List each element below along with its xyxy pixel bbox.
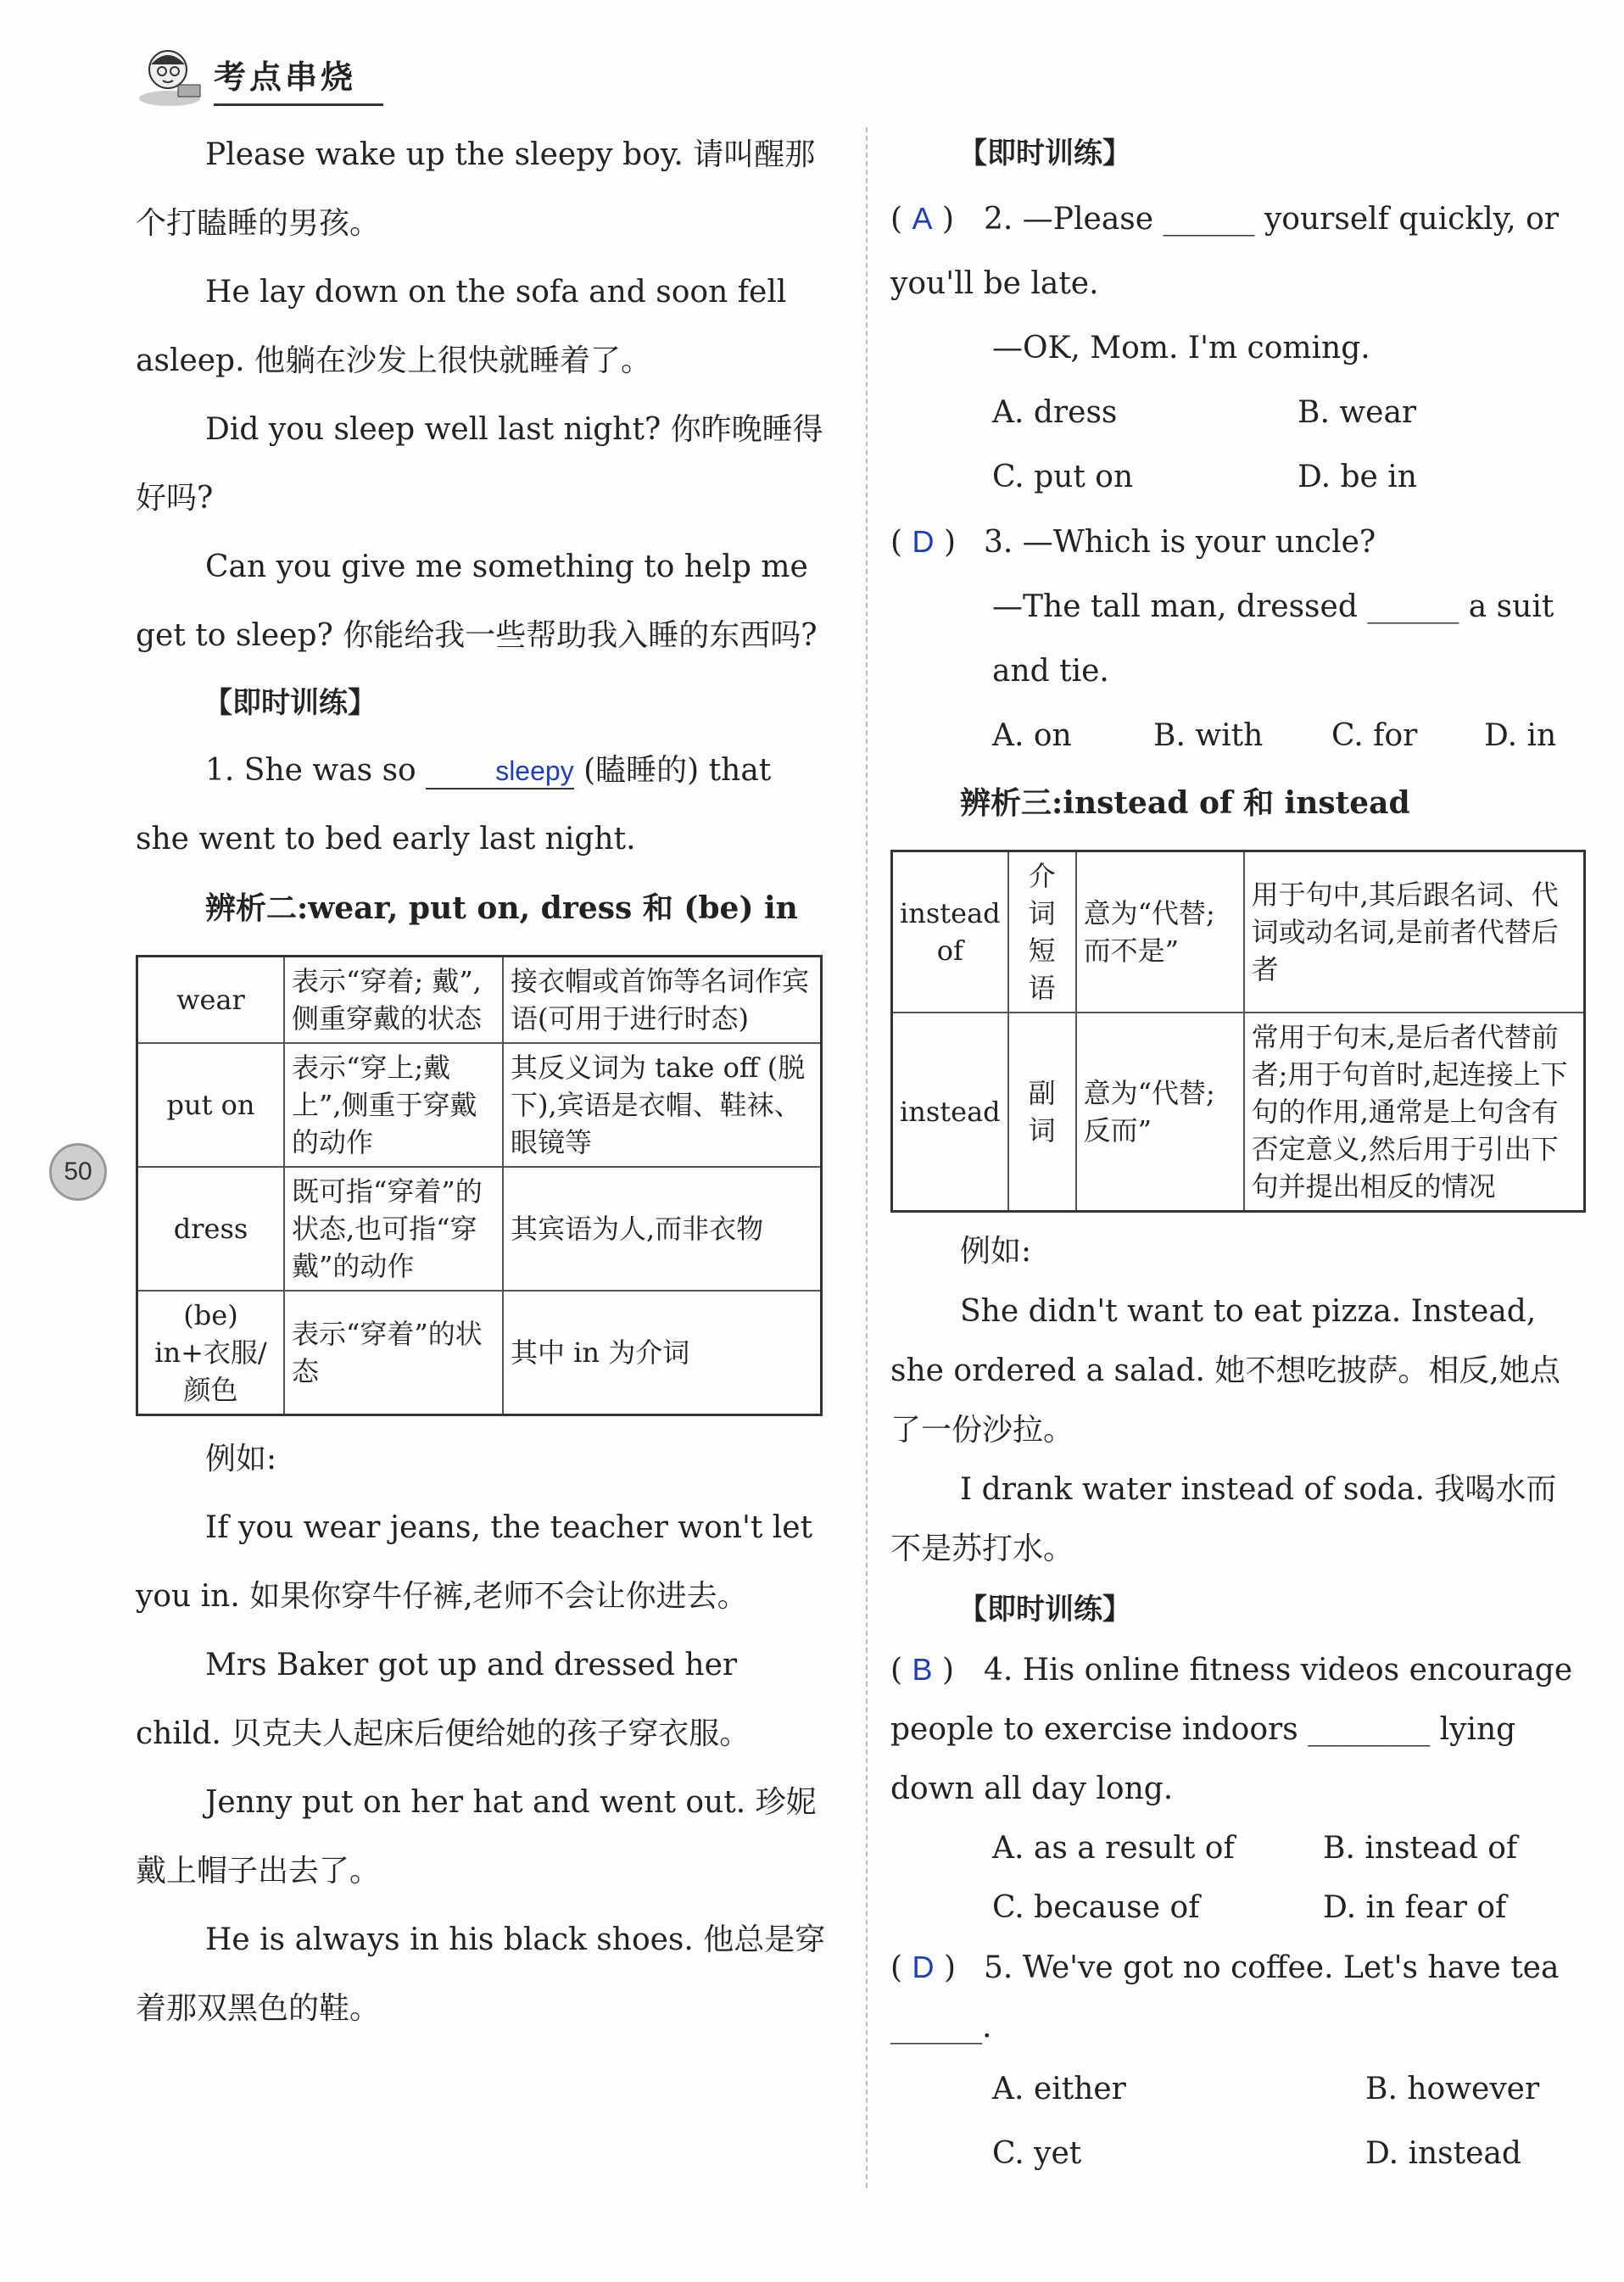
option: D. be in — [1298, 460, 1417, 494]
right-example-1: She didn't want to eat pizza. Instead, she ordered a salad. 她不想吃披萨。相反,她点了一份沙拉。 — [890, 1294, 1560, 1448]
q2-answer: A — [912, 201, 933, 236]
q5-paren: ( D ) — [890, 1950, 956, 1985]
table-row — [137, 1043, 822, 1167]
table-cell: dress — [137, 1167, 285, 1291]
q3-paren: ( D ) — [890, 524, 956, 560]
table-cell: 表示“穿着”的状态 — [284, 1291, 503, 1415]
option: C. because of — [992, 1890, 1200, 1925]
q2-paren: ( A ) — [890, 201, 955, 237]
q2-stem: 2. —Please ______ yourself quickly, or you'll be late. — [890, 202, 1559, 301]
table-cell: 既可指“穿着”的状态,也可指“穿戴”的动作 — [284, 1167, 503, 1291]
q3-answer: D — [912, 524, 935, 559]
option: A. dress — [992, 395, 1118, 430]
left-paragraph-3: Did you sleep well last night? 你昨晚睡得好吗? — [136, 412, 823, 516]
instead-comparison-table — [890, 850, 1586, 1213]
table-cell: (be) in+衣服/颜色 — [137, 1291, 285, 1415]
table-cell: 其宾语为人,而非衣物 — [503, 1167, 822, 1291]
right-example-2: I drank water instead of soda. 我喝水而不是苏打水。 — [890, 1472, 1557, 1566]
header-underline — [214, 103, 383, 106]
option: A. on — [992, 718, 1072, 753]
table-cell: wear — [137, 957, 285, 1044]
q1-answer: sleepy — [426, 754, 574, 789]
question-1 — [136, 736, 831, 873]
question-4 — [890, 1640, 1586, 1819]
option: C. put on — [992, 460, 1134, 494]
q5-options — [890, 2122, 1586, 2186]
q3-reply: —The tall man, dressed ______ a suit and tie. — [992, 589, 1554, 689]
q3-stem: 3. —Which is your uncle? — [984, 525, 1376, 560]
q5-options — [890, 2057, 1586, 2122]
option: A. as a result of — [992, 1831, 1235, 1866]
right-training-heading-2: 【即时训练】 — [958, 1593, 1131, 1626]
question-5 — [890, 1938, 1586, 2057]
q4-options — [890, 1878, 1586, 1938]
header-title: 考点串烧 — [214, 59, 357, 96]
q1-suffix: (瞌睡的) that she went to bed early last night. — [136, 753, 772, 856]
option: A. either — [992, 2072, 1126, 2106]
q4-options — [890, 1819, 1586, 1878]
question-2 — [890, 187, 1586, 316]
right-training-heading: 【即时训练】 — [958, 137, 1131, 170]
table-row — [137, 1167, 822, 1291]
table-cell: 接衣帽或首饰等名词作宾语(可用于进行时态) — [503, 957, 822, 1044]
table-cell: instead of — [892, 851, 1008, 1013]
wear-comparison-table — [136, 955, 823, 1416]
table-cell: 表示“穿着; 戴”,侧重穿戴的状态 — [284, 957, 503, 1044]
left-column — [136, 120, 831, 2043]
page-header — [136, 41, 390, 117]
q2-options — [890, 381, 1586, 445]
left-paragraph-4: Can you give me something to help me get to sleep? 你能给我一些帮助我入睡的东西吗? — [136, 550, 818, 653]
q1-prefix: 1. She was so — [205, 753, 416, 788]
left-example-2: Mrs Baker got up and dressed her child. 贝克夫人起床后便给她的孩子穿衣服。 — [136, 1648, 751, 1751]
left-example-4: He is always in his black shoes. 他总是穿着那双黑色的鞋。 — [136, 1922, 826, 2026]
right-example-label: 例如: — [960, 1234, 1032, 1269]
left-paragraph-2: He lay down on the sofa and soon fell asleep. 他躺在沙发上很快就睡着了。 — [136, 275, 787, 378]
table-row — [892, 851, 1585, 1013]
table-cell: 用于句中,其后跟名词、代词或动名词,是前者代替后者 — [1244, 851, 1585, 1013]
table-cell: 介词短语 — [1008, 851, 1076, 1013]
q5-answer: D — [912, 1950, 935, 1984]
left-example-1: If you wear jeans, the teacher won't let you in. 如果你穿牛仔裤,老师不会让你进去。 — [136, 1510, 813, 1614]
table-cell: put on — [137, 1043, 285, 1167]
q4-paren: ( B ) — [890, 1652, 955, 1688]
q3-options — [890, 704, 1586, 768]
table-cell: 其中 in 为介词 — [503, 1291, 822, 1415]
left-example-label: 例如: — [205, 1442, 277, 1476]
table-cell: 副词 — [1008, 1013, 1076, 1212]
right-column — [890, 120, 1586, 2186]
mascot-icon — [136, 41, 205, 109]
q4-stem: 4. His online fitness videos encourage people to exercise indoors ________ lying down all day long. — [890, 1653, 1573, 1806]
q4-answer: B — [912, 1652, 933, 1687]
option: B. instead of — [1323, 1831, 1518, 1866]
option: B. wear — [1298, 395, 1417, 430]
table-cell: 意为“代替;反而” — [1076, 1013, 1244, 1212]
option: D. in fear of — [1323, 1890, 1507, 1925]
page-number: 50 — [49, 1143, 107, 1201]
table-cell: 意为“代替;而不是” — [1076, 851, 1244, 1013]
left-example-3: Jenny put on her hat and went out. 珍妮戴上帽子出去了。 — [136, 1785, 817, 1889]
right-subheading: 辨析三:instead of 和 instead — [960, 785, 1410, 821]
table-cell: instead — [892, 1013, 1008, 1212]
table-row — [137, 957, 822, 1044]
table-row — [892, 1013, 1585, 1212]
option: D. instead — [1365, 2136, 1521, 2171]
left-paragraph-1: Please wake up the sleepy boy. 请叫醒那个打瞌睡的男孩。 — [136, 137, 816, 241]
column-divider — [866, 127, 868, 2188]
option: C. yet — [992, 2136, 1082, 2171]
left-subheading: 辨析二:wear, put on, dress 和 (be) in — [205, 890, 798, 926]
table-cell: 其反义词为 take off (脱下),宾语是衣帽、鞋袜、眼镜等 — [503, 1043, 822, 1167]
option: B. with — [1153, 718, 1264, 753]
left-training-heading: 【即时训练】 — [204, 686, 377, 720]
option: C. for — [1331, 718, 1418, 753]
option: B. however — [1365, 2072, 1540, 2106]
table-cell: 常用于句末,是后者代替前者;用于句首时,起连接上下句的作用,通常是上句含有否定意义,然后用于引出下句并提出相反的情况 — [1244, 1013, 1585, 1212]
q5-stem: 5. We've got no coffee. Let's have tea ______. — [890, 1950, 1560, 2045]
q2-reply: —OK, Mom. I'm coming. — [992, 331, 1370, 365]
table-cell: 表示“穿上;戴上”,侧重于穿戴的动作 — [284, 1043, 503, 1167]
option: D. in — [1484, 718, 1557, 753]
table-row — [137, 1291, 822, 1415]
question-3 — [890, 510, 1586, 575]
q2-options — [890, 445, 1586, 510]
